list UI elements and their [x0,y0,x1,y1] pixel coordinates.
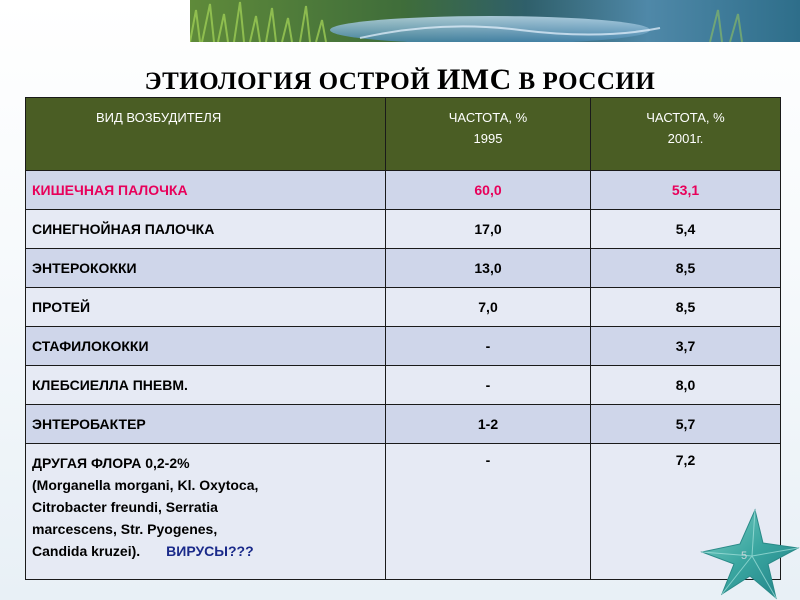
pathogen-name: ПРОТЕЙ [26,288,386,327]
frequency-1995: 13,0 [386,249,591,288]
pathogen-name: КИШЕЧНАЯ ПАЛОЧКА [26,171,386,210]
frequency-2001: 7,2 [591,444,781,580]
header-year-1995: 1995 [473,131,503,146]
table-row [26,249,781,288]
table-row [26,327,781,366]
frequency-2001: 5,4 [591,210,781,249]
slide-number: 5 [741,550,748,562]
frequency-2001: 8,5 [591,288,781,327]
table-header-row [26,98,781,171]
slide-title-abbr: ИМС [436,63,512,96]
other-flora-line-1: ДРУГАЯ ФЛОРА 0,2-2% [32,455,190,471]
decorative-banner [190,0,800,42]
pathogen-frequency-table [25,97,781,580]
viruses-note: ВИРУСЫ??? [166,543,254,559]
table-row [26,288,781,327]
pathogen-name: СИНЕГНОЙНАЯ ПАЛОЧКА [26,210,386,249]
pathogen-name: СТАФИЛОКОККИ [26,327,386,366]
header-frequency-1995 [386,98,591,171]
header-year-2001: 2001г. [667,131,704,146]
pathogen-name: ЭНТЕРОКОККИ [26,249,386,288]
header-frequency-2001-label: ЧАСТОТА, % [646,110,725,125]
table-row [26,405,781,444]
frequency-1995: 1-2 [386,405,591,444]
table-row [26,366,781,405]
frequency-2001: 8,5 [591,249,781,288]
frequency-2001: 3,7 [591,327,781,366]
frequency-1995: - [386,444,591,580]
frequency-1995: - [386,327,591,366]
frequency-1995: - [386,366,591,405]
frequency-1995: 7,0 [386,288,591,327]
frequency-2001: 8,0 [591,366,781,405]
other-flora-line-3: Citrobacter freundi, Serratia [32,499,218,515]
other-flora-line-2: (Morganella morgani, Kl. Oxytoca, [32,477,259,493]
frequency-2001: 5,7 [591,405,781,444]
banner-image [190,0,800,42]
header-pathogen-type: ВИД ВОЗБУДИТЕЛЯ [26,98,386,171]
other-flora-line-4: marcescens, Str. Pyogenes, [32,521,218,537]
pathogen-name: ЭНТЕРОБАКТЕР [26,405,386,444]
other-flora-line-5: Candida kruzei). [32,543,141,559]
star-decoration-icon [700,508,800,600]
table-row-other-flora [26,444,781,580]
frequency-1995: 60,0 [386,171,591,210]
frequency-2001: 53,1 [591,171,781,210]
table-row [26,210,781,249]
slide-title [0,63,800,97]
pathogen-name: КЛЕБСИЕЛЛА ПНЕВМ. [26,366,386,405]
slide-title-part3: В РОССИИ [511,68,656,95]
table-row [26,171,781,210]
frequency-1995: 17,0 [386,210,591,249]
pathogen-name-other-flora [26,444,386,580]
header-frequency-1995-label: ЧАСТОТА, % [448,110,528,125]
header-frequency-2001 [591,98,781,171]
slide-title-part1: ЭТИОЛОГИЯ ОСТРОЙ [144,68,437,95]
